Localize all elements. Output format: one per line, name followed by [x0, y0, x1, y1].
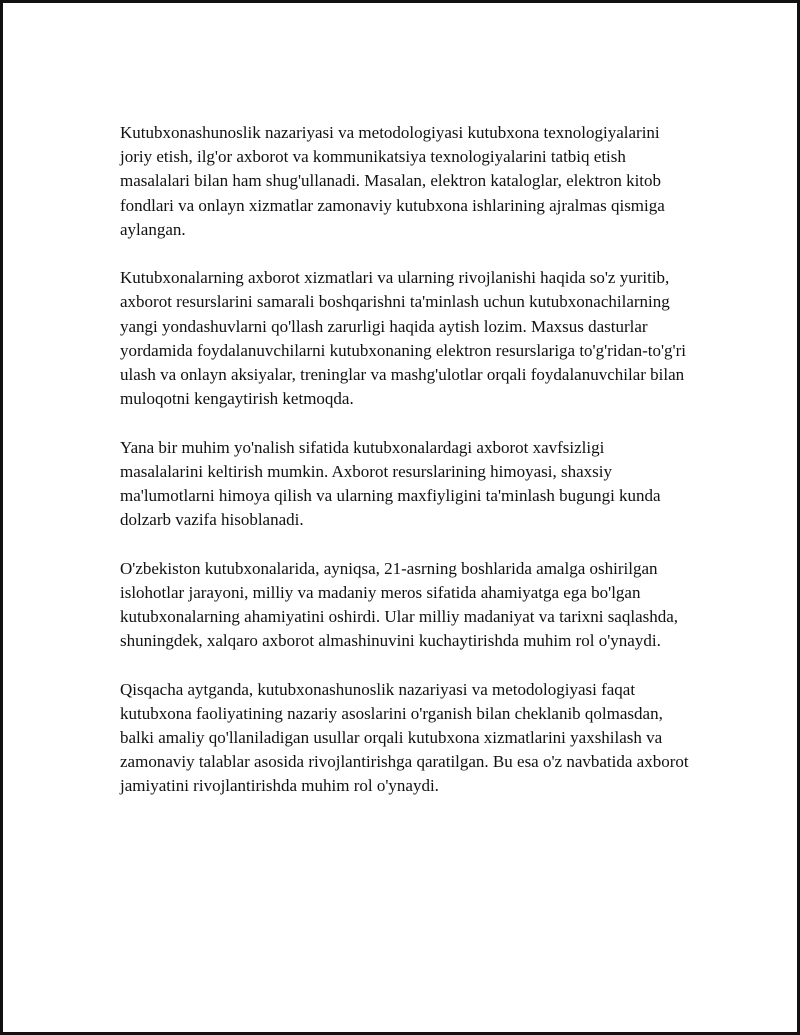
- paragraph-4: O'zbekiston kutubxonalarida, ayniqsa, 21-asrning boshlarida amalga oshirilgan islohotlar jarayoni, milliy va madaniy meros sifatida ahamiyatga ega bo'lgan kutubxonalarning ahamiyatini oshirdi. Ular milliy madaniyat va tarixni saqlashda, shuningdek, xalqaro axborot almashinuvini kuchaytirishda muhim rol o'ynaydi.: [120, 558, 679, 651]
- paragraph-3: Yana bir muhim yo'nalish sifatida kutubxonalardagi axborot xavfsizligi masalalarini keltirish mumkin. Axborot resurslarining himoyasi, shaxsiy ma'lumotlarni himoya qilish va ularning maxfiyligini ta'minlash bugungi kunda dolzarb vazifa hisoblanadi.: [120, 437, 661, 530]
- paragraph-1: Kutubxonashunoslik nazariyasi va metodologiyasi kutubxona texnologiyalarini joriy etish, ilg'or axborot va kommunikatsiya texnologiyalarini tatbiq etish masalalari bilan ham shug'ullanadi. Masalan, elektron kataloglar, elektron kitob fondlari va onlayn xizmatlar zamonaviy kutubxona ishlarining ajralmas qismiga aylangan.: [120, 123, 665, 239]
- document-body: [120, 121, 690, 823]
- paragraph-5: Qisqacha aytganda, kutubxonashunoslik nazariyasi va metodologiyasi faqat kutubxona faoliyatining nazariy asoslarini o'rganish bilan cheklanib qolmasdan, balki amaliy qo'llaniladigan usullar orqali kutubxona xizmatlarini yaxshilash va zamonaviy talablar asosida rivojlantirishga qaratilgan. Bu esa o'z navbatida axborot jamiyatini rivojlantirishda muhim rol o'ynaydi.: [120, 679, 689, 796]
- paragraph-2: Kutubxonalarning axborot xizmatlari va ularning rivojlanishi haqida so'z yuritib, axborot resurslarini samarali boshqarishni ta'minlash uchun kutubxonachilarning yangi yondashuvlarni qo'llash zarurligi haqida aytish lozim. Maxsus dasturlar yordamida foydalanuvchilarni kutubxonaning elektron resurslariga to'g'ridan-to'g'ri ulash va onlayn aksiyalar, treninglar va mashg'ulotlar orqali foydalanuvchilar bilan muloqotni kengaytirish ketmoqda.: [120, 268, 687, 409]
